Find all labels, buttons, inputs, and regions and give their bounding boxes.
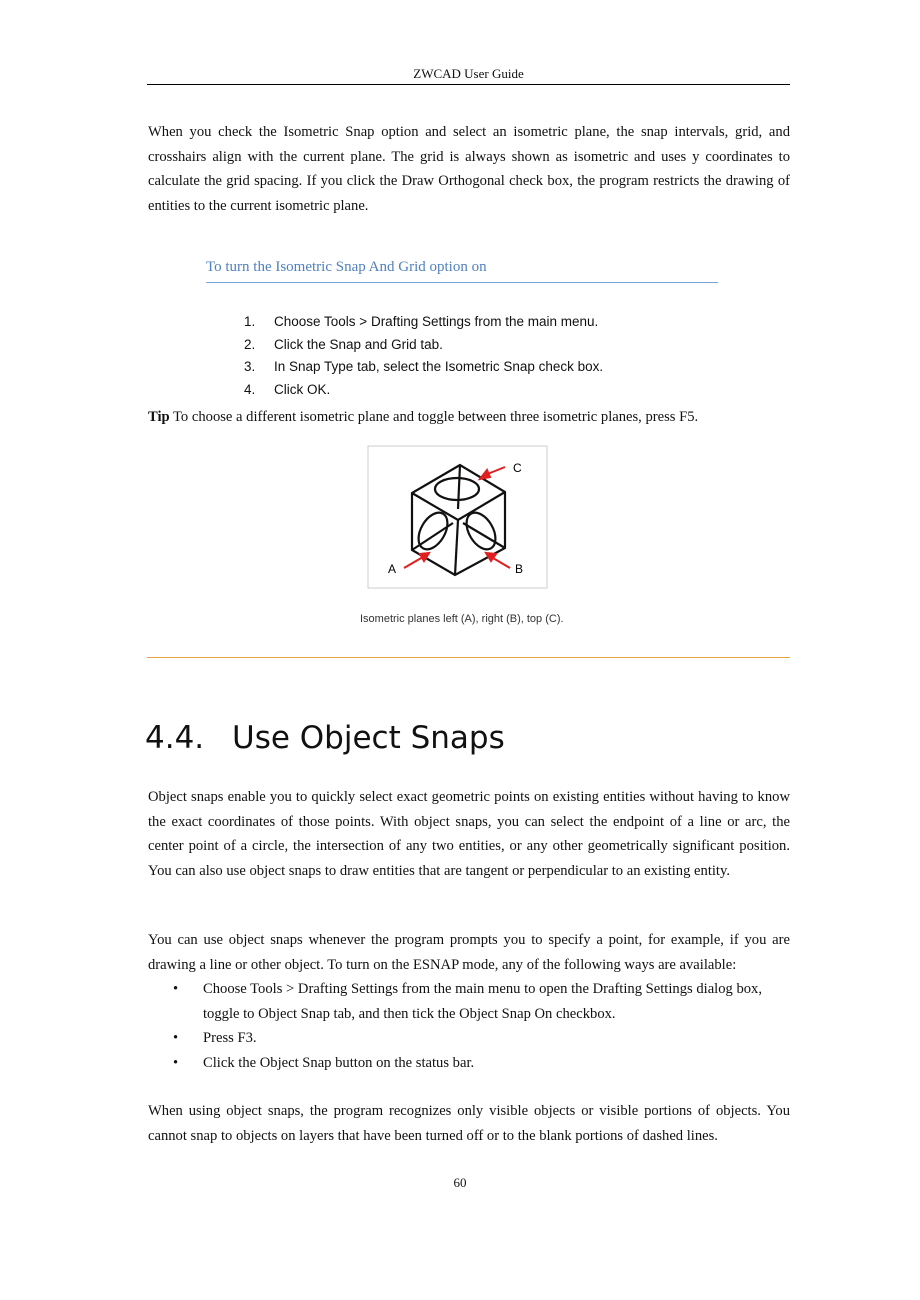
- steps-list: [244, 311, 603, 401]
- isometric-cube-figure: [367, 445, 549, 590]
- step: 3. In Snap Type tab, select the Isometric Snap check box.: [244, 359, 604, 374]
- bullet-list: [148, 977, 790, 1075]
- list-item: • Choose Tools > Drafting Settings from the main menu to open the Drafting Settings dialog box, toggle to Object Snap tab, and then tick the Object Snap On checkbox.: [148, 977, 790, 1026]
- label-b: B: [515, 562, 524, 576]
- page-number: 60: [453, 1175, 467, 1190]
- divider: [147, 657, 790, 658]
- paragraph: You can use object snaps whenever the program prompts you to specify a point, for example, if you are drawing a line or other object. To turn on the ESNAP mode, any of the following ways are available:: [148, 932, 790, 973]
- tip: Tip To choose a different isometric plane and toggle between three isometric planes, press F5.: [148, 409, 699, 425]
- procedure-title: To turn the Isometric Snap And Grid option on: [206, 259, 718, 283]
- label-a: A: [388, 562, 397, 576]
- figure-caption: Isometric planes left (A), right (B), top (C).: [360, 613, 564, 625]
- step: 2. Click the Snap and Grid tab.: [244, 336, 443, 352]
- running-header: ZWCAD User Guide: [147, 66, 790, 85]
- step: 4. Click OK.: [244, 381, 331, 397]
- section-heading: 4.4. Use Object Snaps: [145, 720, 505, 756]
- intro-paragraph: When you check the Isometric Snap option and select an isometric plane, the snap intervals, grid, and crosshairs align with the current plane. The grid is always shown as isometric and uses y coordinates to calculate the grid spacing. If you click the Draw Orthogonal check box, the program restricts the drawing of entities to the current isometric plane.: [148, 124, 790, 214]
- paragraph: Object snaps enable you to quickly select exact geometric points on existing entities without having to know the exact coordinates of those points. With object snaps, you can select the endpoint of a line or arc, the center point of a circle, the intersection of any two entities, or any other geometrically significant position. You can also use object snaps to draw entities that are tangent or perpendicular to an existing entity.: [148, 789, 790, 879]
- list-item: • Press F3.: [148, 1026, 790, 1051]
- step: 1. Choose Tools > Drafting Settings from the main menu.: [244, 314, 599, 329]
- label-c: C: [513, 461, 522, 475]
- paragraph: When using object snaps, the program recognizes only visible objects or visible portions of objects. You cannot snap to objects on layers that have been turned off or to the blank portions of dashed lines.: [148, 1103, 790, 1144]
- list-item: • Click the Object Snap button on the status bar.: [148, 1051, 790, 1076]
